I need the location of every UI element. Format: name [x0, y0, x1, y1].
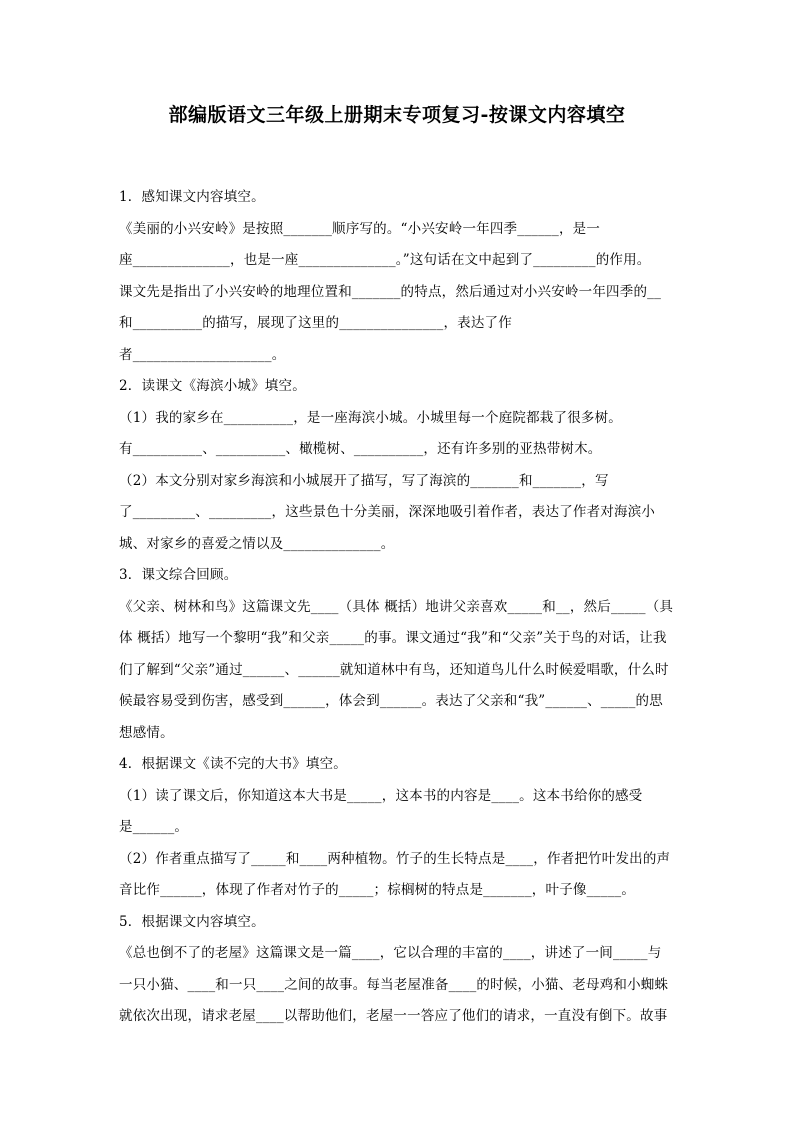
question-1-heading: 1．感知课文内容填空。 [119, 189, 265, 205]
text-line: （1）我的家乡在__________，是一座海滨小城。小城里每一个庭院都栽了很多树。 [119, 409, 622, 426]
text-line: 课文先是指出了小兴安岭的地理位置和_______的特点，然后通过对小兴安岭一年四季的__ [119, 283, 662, 300]
question-4-heading: 4．根据课文《读不完的大书》填空。 [119, 756, 347, 772]
document-body [119, 182, 679, 1033]
question-2-heading: 2．读课文《海滨小城》填空。 [119, 378, 306, 394]
text-line: 们了解到“父亲”通过______、______就知道林中有鸟，还知道鸟儿什么时候爱唱歌，什么时 [119, 661, 669, 678]
text-line: 有__________、__________、橄榄树、__________，还有许多别的亚热带树木。 [119, 441, 602, 457]
text-line: 座______________，也是一座______________。”这句话在文中起到了_________的作用。 [119, 252, 651, 268]
text-line: 就依次出现，请求老屋____以帮助他们，老屋一一答应了他们的请求，一直没有倒下。故事 [119, 1008, 668, 1024]
text-line: 《美丽的小兴安岭》是按照_______顺序写的。“小兴安岭一年四季______，是一 [119, 220, 601, 237]
page-title: 部编版语文三年级上册期末专项复习-按课文内容填空 [168, 104, 626, 126]
text-line: （2）本文分别对家乡海滨和小城展开了描写，写了海滨的_______和_______，写 [119, 472, 609, 489]
text-line: （2）作者重点描写了_____和____两种植物。竹子的生长特点是____，作者把竹叶发出的声 [119, 850, 671, 867]
text-line: 《总也倒不了的老屋》这篇课文是一篇____，它以合理的丰富的____，讲述了一间_____与 [119, 945, 662, 961]
text-line: 音比作______，体现了作者对竹子的_____；棕榈树的特点是_______，叶子像_____。 [119, 882, 636, 898]
text-line: 《父亲、树林和鸟》这篇课文先____（具体 概括）地讲父亲喜欢_____和__，然后_____（具 [119, 598, 674, 615]
text-line: 是______。 [119, 819, 189, 835]
text-line: 城、对家乡的喜爱之情以及______________。 [119, 535, 395, 552]
text-line: 和__________的描写，展现了这里的_______________，表达了作 [119, 315, 512, 331]
text-line: 候最容易受到伤害，感受到______，体会到______。表达了父亲和“我”______、_____的思 [119, 693, 663, 709]
text-line: （1）读了课文后，你知道这本大书是_____，这本书的内容是____。这本书给你的感受 [119, 787, 643, 804]
text-line: 者____________________。 [119, 346, 286, 363]
text-line: 想感情。 [119, 724, 174, 741]
text-line: 一只小猫、____和一只____之间的故事。每当老屋准备____的时候，小猫、老母鸡和小蜘蛛 [119, 976, 669, 993]
question-3-heading: 3．课文综合回顾。 [119, 567, 238, 583]
text-line: 体 概括）地写一个黎明“我”和父亲_____的事。课文通过“我”和“父亲”关于鸟的对话，让我 [119, 630, 667, 646]
question-5-heading: 5．根据课文内容填空。 [119, 913, 265, 930]
text-line: 了_________、_________，这些景色十分美丽，深深地吸引着作者，表达了作者对海滨小 [119, 504, 656, 520]
